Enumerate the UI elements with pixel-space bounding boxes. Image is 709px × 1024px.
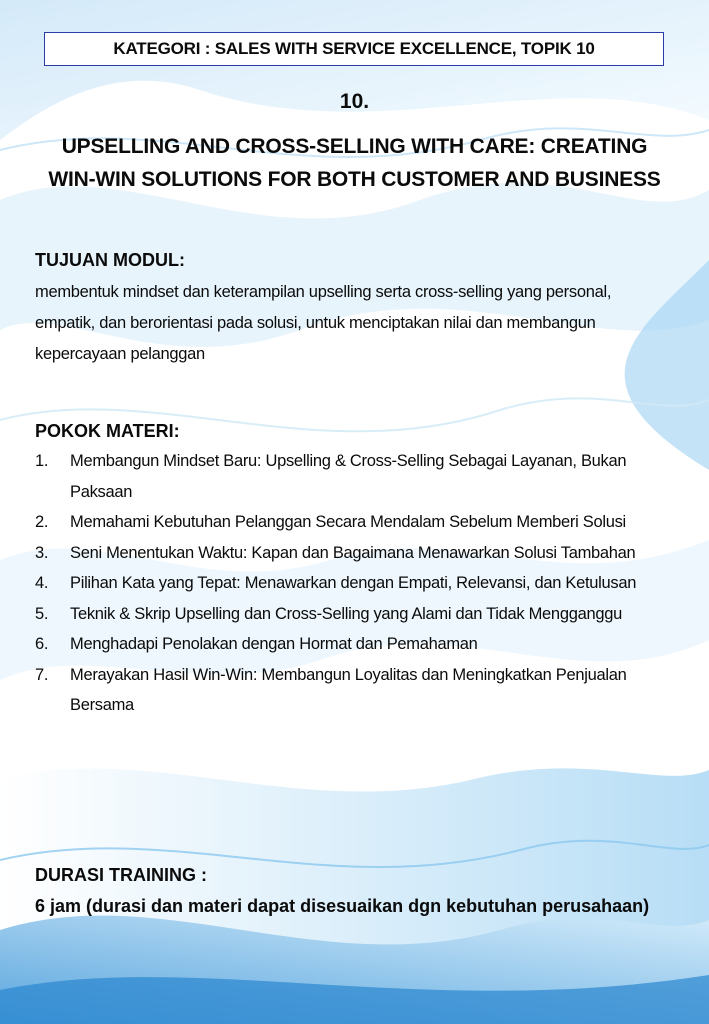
list-item bbox=[35, 507, 675, 538]
materials-heading: POKOK MATERI: bbox=[35, 421, 180, 441]
objective-heading: TUJUAN MODUL: bbox=[35, 250, 185, 270]
list-item bbox=[35, 599, 675, 630]
item-text: Menghadapi Penolakan dengan Hormat dan Pemahaman bbox=[70, 635, 478, 653]
page-title: UPSELLING AND CROSS-SELLING WITH CARE: CREATING WIN-WIN SOLUTIONS FOR BOTH CUSTOMER AND BUSINESS bbox=[48, 135, 661, 191]
list-item bbox=[35, 446, 675, 507]
topic-number: 10. bbox=[339, 90, 370, 113]
item-number: 1. bbox=[35, 452, 49, 470]
item-text: Pilihan Kata yang Tepat: Menawarkan dengan Empati, Relevansi, dan Ketulusan bbox=[70, 574, 637, 592]
item-text: Merayakan Hasil Win-Win: Membangun Loyalitas dan Meningkatkan Penjualan Bersama bbox=[70, 665, 627, 714]
duration-text: 6 jam (durasi dan materi dapat disesuaikan dgn kebutuhan perusahaan) bbox=[35, 896, 650, 916]
item-number: 4. bbox=[35, 574, 49, 592]
item-text: Memahami Kebutuhan Pelanggan Secara Mendalam Sebelum Memberi Solusi bbox=[70, 513, 626, 531]
category-label: KATEGORI : SALES WITH SERVICE EXCELLENCE, TOPIK 10 bbox=[113, 39, 595, 58]
item-text: Seni Menentukan Waktu: Kapan dan Bagaimana Menawarkan Solusi Tambahan bbox=[70, 543, 636, 562]
item-number: 2. bbox=[35, 513, 49, 531]
list-item bbox=[35, 660, 675, 721]
item-number: 6. bbox=[35, 635, 49, 653]
list-item bbox=[35, 538, 675, 569]
list-item bbox=[35, 568, 675, 599]
item-text: Membangun Mindset Baru: Upselling & Cross-Selling Sebagai Layanan, Bukan Paksaan bbox=[70, 452, 627, 501]
objective-text: membentuk mindset dan keterampilan upselling serta cross-selling yang personal, empatik, dan berorientasi pada solusi, untuk menciptakan nilai dan membangun kepercayaan pelanggan bbox=[35, 283, 612, 363]
duration-heading: DURASI TRAINING : bbox=[35, 865, 207, 885]
item-text: Teknik & Skrip Upselling dan Cross-Selling yang Alami dan Tidak Mengganggu bbox=[70, 604, 622, 623]
item-number: 3. bbox=[35, 543, 49, 562]
item-number: 7. bbox=[35, 665, 49, 684]
list-item bbox=[35, 629, 675, 660]
materials-list bbox=[35, 446, 675, 721]
item-number: 5. bbox=[35, 604, 49, 623]
category-box bbox=[44, 32, 664, 66]
